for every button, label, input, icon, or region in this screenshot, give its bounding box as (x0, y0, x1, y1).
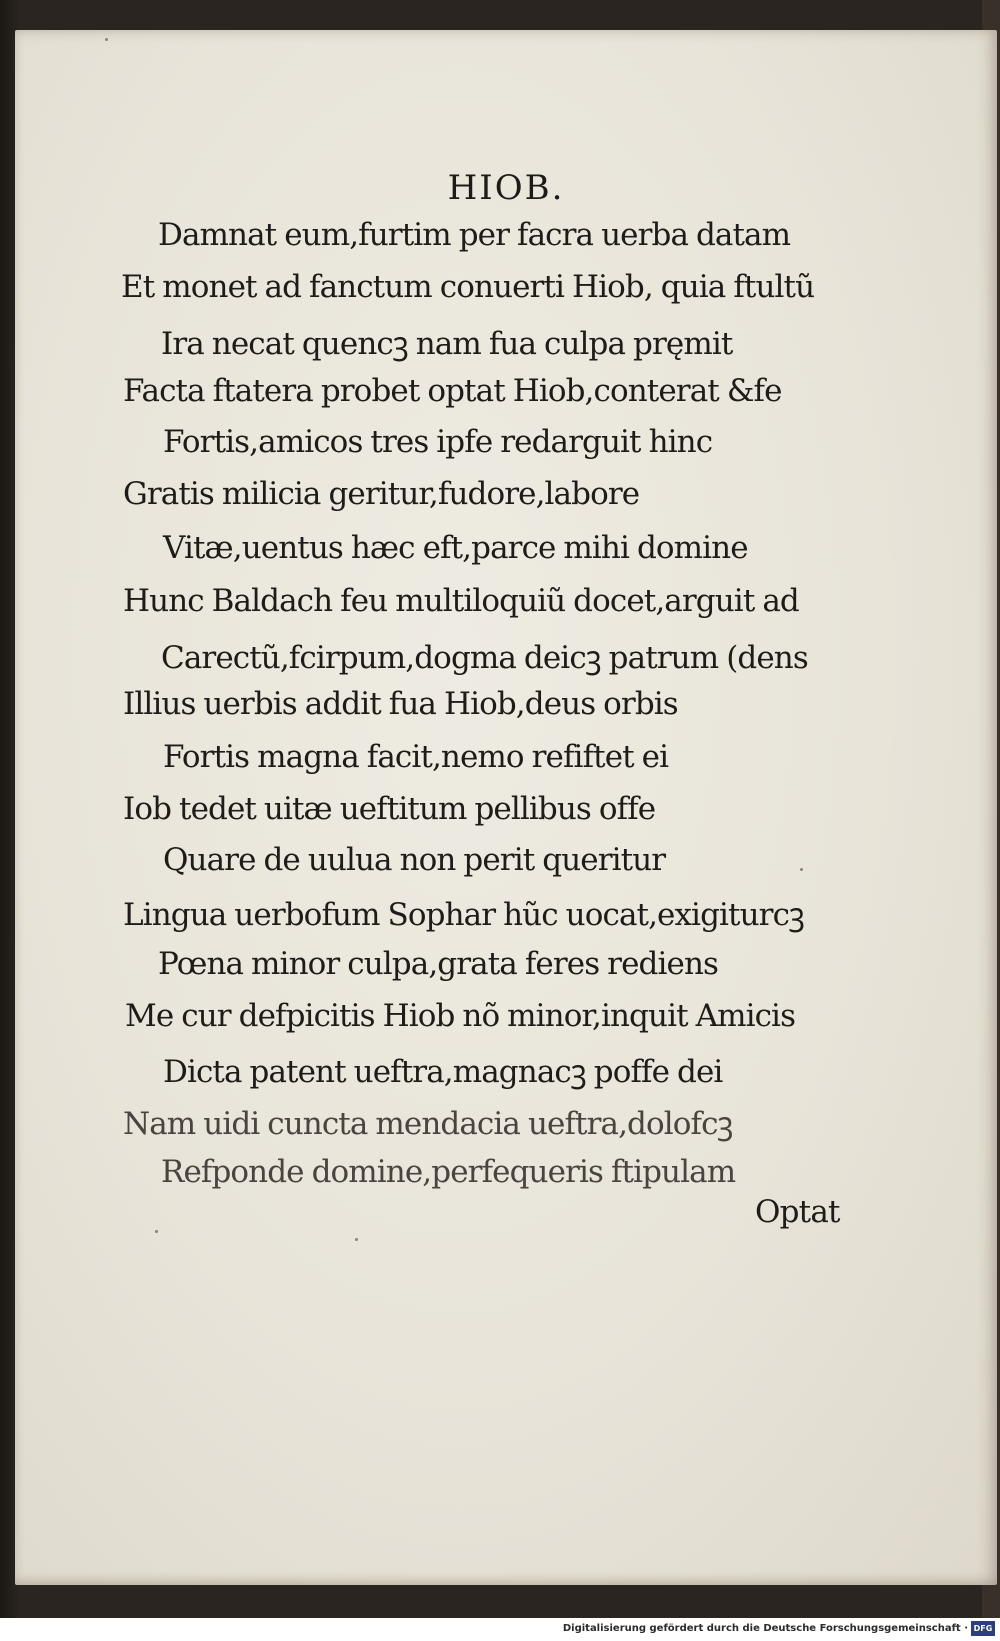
verse-line: Iob tedet uitæ ueftitum pellibus offe (123, 791, 656, 827)
verse-line: Damnat eum,furtim per facra uerba datam (158, 217, 791, 253)
verse-line: Refponde domine,perfequeris ftipulam (161, 1154, 736, 1190)
verse-line: Carectũ,fcirpum,dogma deicꝫ patrum (dens (161, 640, 808, 676)
verse-line: Pœna minor culpa,grata feres rediens (158, 946, 719, 982)
verse-line: Et monet ad fanctum conuerti Hiob, quia ftultũ (121, 269, 815, 305)
verse-line: Illius uerbis addit fua Hiob,deus orbis (123, 686, 678, 722)
running-header: HIOB. (447, 168, 565, 208)
paper-page (15, 30, 997, 1585)
paper-speck (800, 868, 803, 871)
catchword: Optat (755, 1194, 840, 1230)
verse-line: Facta ftatera probet optat Hiob,conterat &fe (123, 373, 782, 409)
verse-line: Nam uidi cuncta mendacia ueftra,dolofcꝫ (123, 1106, 733, 1142)
paper-speck (155, 1230, 158, 1233)
dfg-logo-icon: DFG (971, 1621, 995, 1636)
verse-line: Dicta patent ueftra,magnacꝫ poffe dei (163, 1054, 723, 1090)
paper-speck (105, 38, 108, 41)
verse-line: Vitæ,uentus hæc eft,parce mihi domine (163, 530, 748, 566)
paper-speck (355, 1238, 358, 1241)
verse-line: Fortis magna facit,nemo refiftet ei (163, 739, 669, 775)
verse-line: Me cur defpicitis Hiob nõ minor,inquit Amicis (125, 998, 796, 1034)
verse-line: Ira necat quencꝫ nam fua culpa pręmit (161, 326, 733, 362)
verse-line: Fortis,amicos tres ipfe redarguit hinc (163, 424, 713, 460)
digitization-footer (0, 1618, 1000, 1641)
verse-line: Quare de uulua non perit queritur (163, 842, 666, 878)
verse-line: Gratis milicia geritur,fudore,labore (123, 476, 640, 512)
verse-line: Hunc Baldach feu multiloquiũ docet,arguit ad (123, 583, 799, 619)
verse-line: Lingua uerbofum Sophar hũc uocat,exigiturcꝫ (123, 897, 804, 933)
funding-credit: Digitalisierung gefördert durch die Deutsche Forschungsgemeinschaft · (562, 1623, 968, 1634)
